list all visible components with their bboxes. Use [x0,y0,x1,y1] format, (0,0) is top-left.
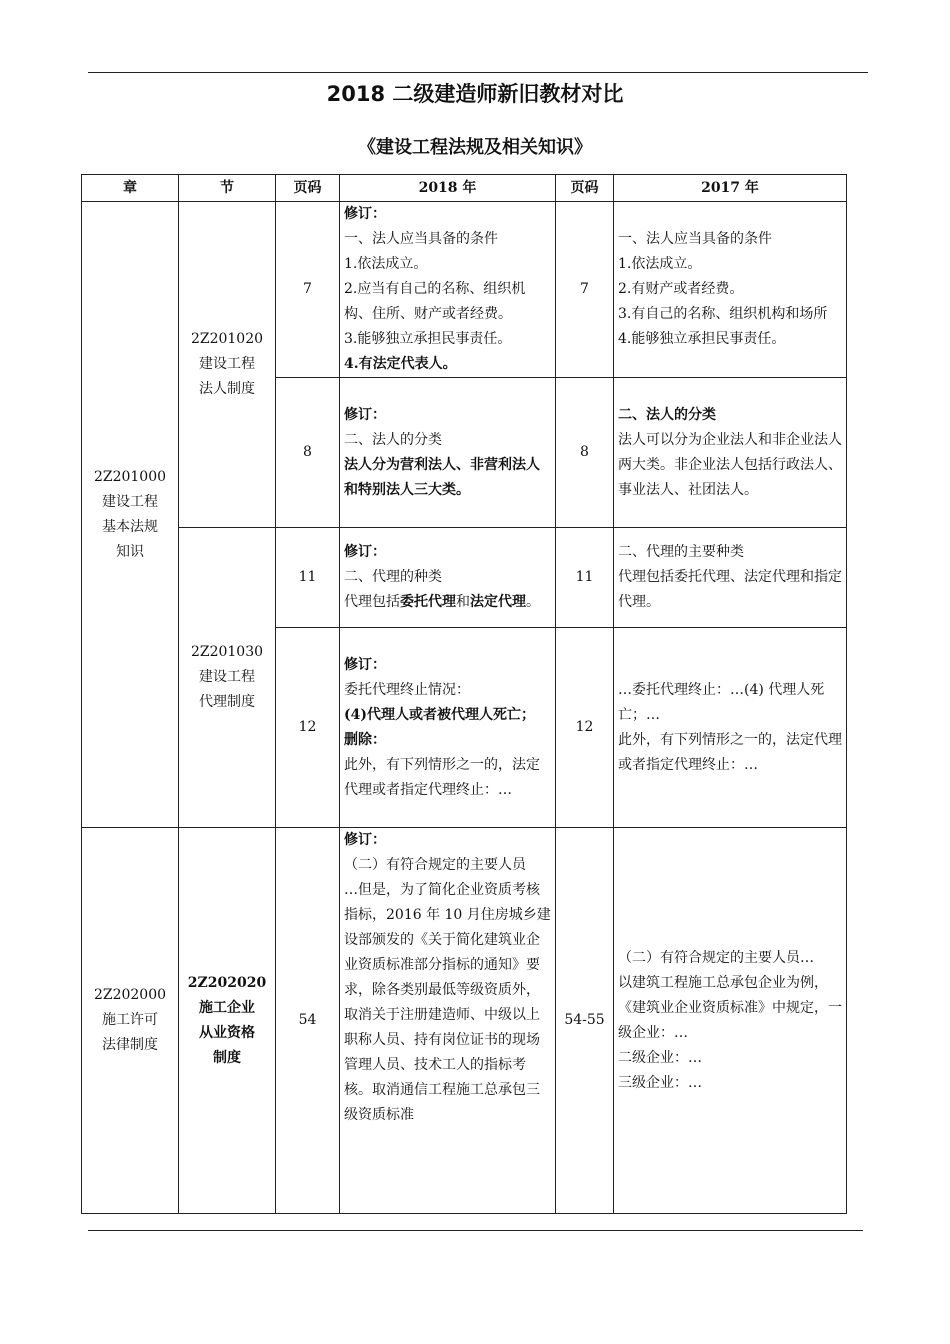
header-rule [88,72,868,73]
text-line: (4)代理人或者被代理人死亡； [344,706,535,723]
text-line: 一、法人应当具备的条件 [618,231,772,247]
page-2017-cell: 54-55 [556,828,614,1214]
text-line: 3.能够独立承担民事责任。 [344,331,512,347]
text-line: （二）有符合规定的主要人员 [344,857,526,873]
footer-rule [88,1230,863,1231]
document-subtitle: 《建设工程法规及相关知识》 [358,137,592,158]
text-2017-cell [614,202,847,378]
table-row [82,202,847,378]
page-2018-cell: 8 [276,378,340,528]
text-2017-cell [614,378,847,528]
page-2018-cell: 7 [276,202,340,378]
text-line: 修订： [344,406,386,423]
text-2017-cell [614,828,847,1214]
text-2017-cell [614,528,847,628]
section-cell [179,828,276,1214]
text-segment: 和 [456,594,470,610]
page-2017-cell: 8 [556,378,614,528]
chapter-cell [82,828,179,1214]
text-segment: 。 [526,594,540,610]
text-line: 二、法人的分类 [618,406,716,423]
chapter-label: 2Z201000 建设工程 基本法规 知识 [93,468,167,560]
page-2017-cell: 12 [556,628,614,828]
text-line: 二级企业：… [618,1049,702,1066]
text-line: 3.有自己的名称、组织机构和场所 [618,306,828,322]
table-row [82,828,847,1214]
text-line: 一、法人应当具备的条件 [344,231,498,247]
header-section: 节 [179,175,276,202]
header-2017: 2017 年 [614,175,847,202]
text-line: 此外，有下列情形之一的，法定代理或者指定代理终止：… [618,731,842,773]
text-line: 修订： [344,206,386,222]
table-header-row [82,175,847,202]
header-2018: 2018 年 [340,175,556,202]
text-line: 法人可以分为企业法人和非企业法人两大类。非企业法人包括行政法人、事业法人、社团法人。 [618,431,842,498]
section-cell [179,202,276,528]
text-line: 代理包括委托代理、法定代理和指定代理。 [618,569,842,610]
text-2017-cell [614,628,847,828]
page-2017-cell: 7 [556,202,614,378]
text-line: 二、法人的分类 [344,431,442,448]
text-line: 此外，有下列情形之一的，法定代理或者指定代理终止：… [344,756,540,798]
table-row [82,528,847,628]
text-line: 2.应当有自己的名称、组织机构、住所、财产或者经费。 [344,281,526,322]
text-line: 二、代理的种类 [344,569,442,585]
text-line: 修订： [344,544,386,560]
text-2018-cell [340,378,556,528]
comparison-table [81,174,847,1214]
section-label: 2Z201030 建设工程 代理制度 [190,644,264,710]
text-line: 4.有法定代表人。 [344,356,457,372]
text-line: （二）有符合规定的主要人员… [618,949,814,966]
section-cell [179,528,276,828]
text-line: 4.能够独立承担民事责任。 [618,331,786,347]
text-line: 删除： [344,731,386,748]
page-2018-cell: 54 [276,828,340,1214]
text-line: 二、代理的主要种类 [618,544,744,560]
text-segment: 代理包括 [344,594,400,610]
text-2018-cell [340,628,556,828]
text-line: 1.依法成立。 [344,256,428,272]
header-chapter: 章 [82,175,179,202]
text-line: …委托代理终止：…(4) 代理人死亡；… [618,681,825,723]
chapter-label: 2Z202000 施工许可 法律制度 [93,987,167,1053]
page-2018-cell: 11 [276,528,340,628]
text-2018-cell [340,202,556,378]
header-page-2017: 页码 [556,175,614,202]
text-line: 修订： [344,832,386,848]
text-line: 修订： [344,656,386,673]
text-line: 以建筑工程施工总承包企业为例，《建筑业企业资质标准》中规定，一级企业：… [618,974,842,1041]
text-line: 法人分为营利法人、非营利法人和特别法人三大类。 [344,456,540,498]
text-line: 2.有财产或者经费。 [618,281,744,297]
text-line: …但是，为了简化企业资质考核指标，2016 年 10 月住房城乡建设部颁发的《关于简化建筑业企业资质标准部分指标的通知》要求，除各类别最低等级资质外，取消关于注册建造师、中级以上职称人员、持有岗位证书的现场管理人员、技术工人的指标考核。取消通信工程施工总承包三级资质标准 [344,882,551,1123]
page-2018-cell: 12 [276,628,340,828]
text-2018-cell [340,828,556,1214]
section-label: 2Z201020 建设工程 法人制度 [190,331,264,397]
header-page-2018: 页码 [276,175,340,202]
text-segment: 法定代理 [470,594,526,610]
text-line: 1.依法成立。 [618,256,702,272]
text-line: 委托代理终止情况： [344,681,470,698]
page-2017-cell: 11 [556,528,614,628]
text-line: 三级企业：… [618,1074,702,1091]
text-segment: 委托代理 [400,594,456,610]
text-line [344,590,551,615]
section-label: 2Z202020 施工企业 从业资格 制度 [187,974,267,1066]
chapter-cell [82,202,179,828]
document-title: 2018 二级建造师新旧教材对比 [326,82,624,106]
text-2018-cell [340,528,556,628]
